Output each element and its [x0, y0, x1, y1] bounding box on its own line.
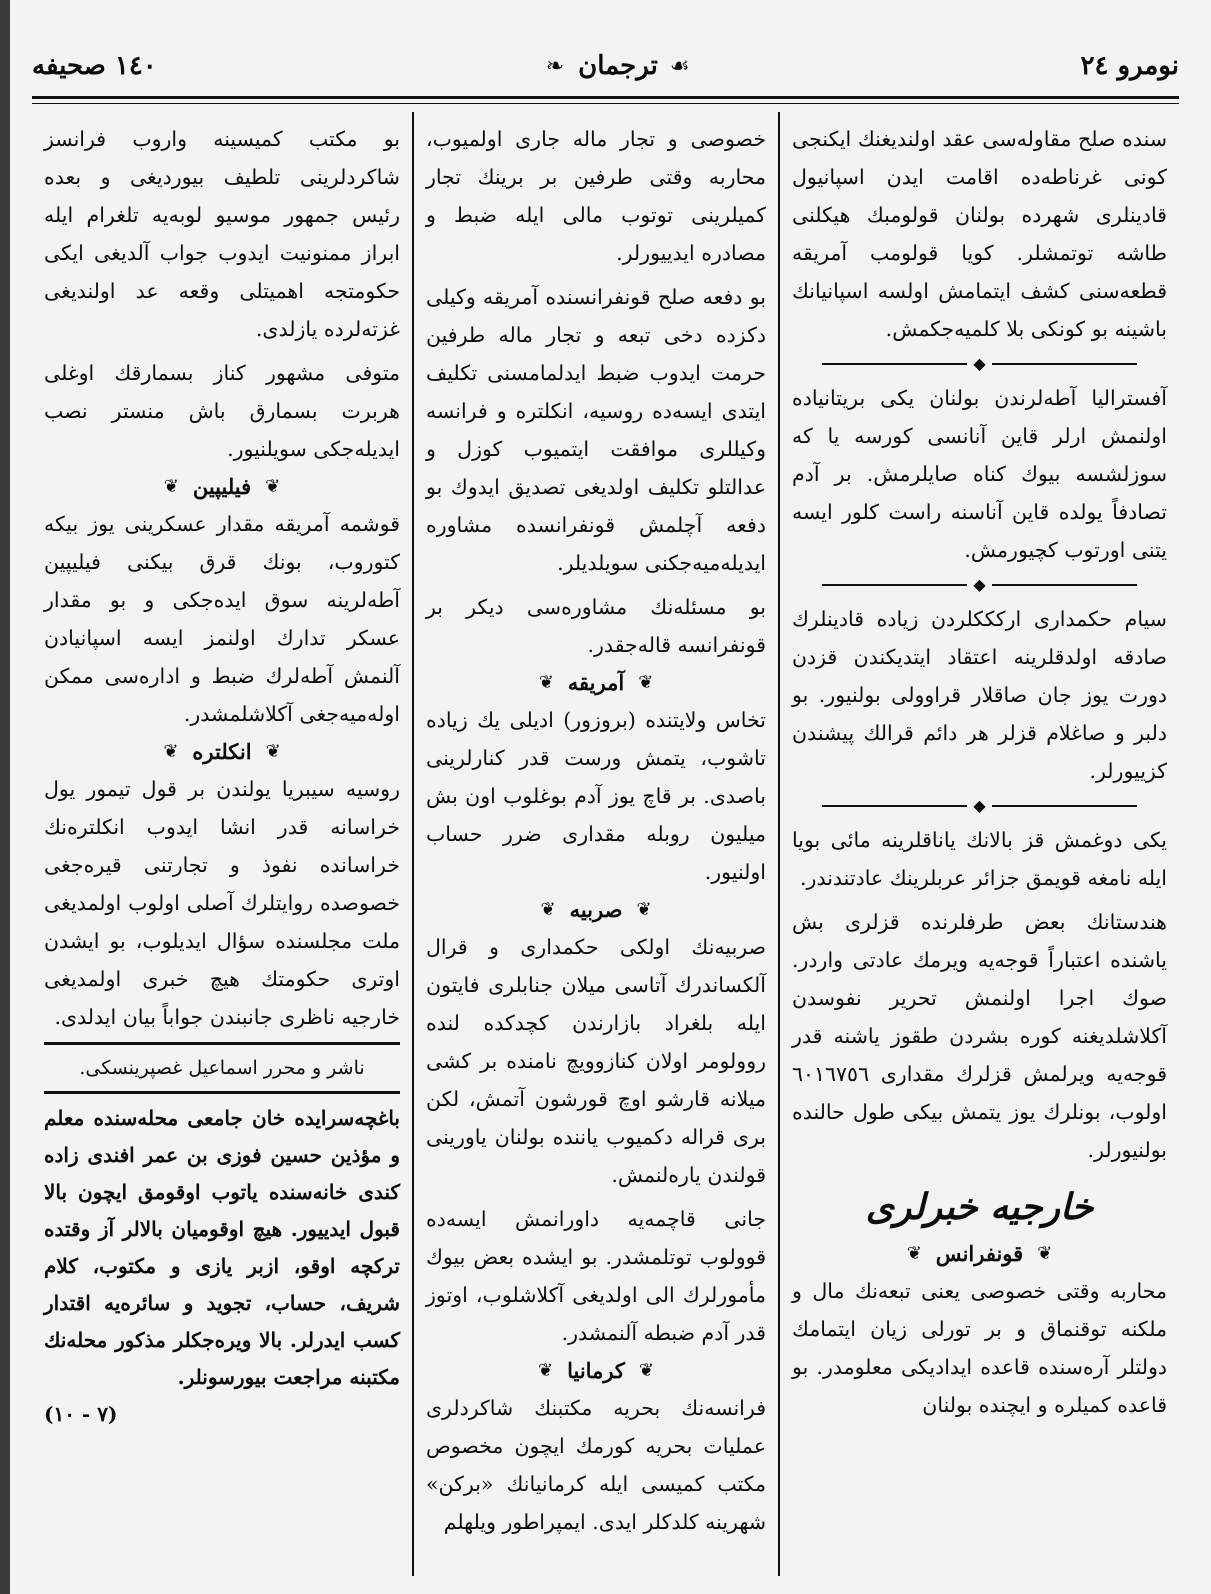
section-header: [426, 897, 766, 922]
ornament-icon: ❦: [540, 899, 556, 920]
masthead-title-group: [546, 51, 692, 81]
article-paragraph: بو مسئله‌نك مشاوره‌سی دیكر بر قونفرانسه قاله‌جقدر.: [426, 595, 766, 657]
diamond-icon: ◆: [973, 575, 986, 594]
article-paragraph: بو مكتب كمیسینه واروب فرانسز شاكردلرینی تلطیف بیوردیغی و بعده رئیس جمهور موسیو لوبه‌یه تلغرام ایله ابراز ممنونیت ایدوب جواب آلدیغی ایكی حكومتجه اهمیتلی وقعه عد اولندیغی غزته‌لرده یازلدی.: [44, 127, 400, 341]
left-column: [32, 112, 412, 1576]
article-paragraph: خصوصی و تجار ماله جاری اولمیوب، محاربه وقتی طرفین بر برینك تجار كمیلرینی توتوب مالی ایله ضبط و مصادره ایدییورلر.: [426, 127, 766, 265]
section-header: [44, 474, 400, 499]
ornament-icon: ❦: [163, 476, 179, 497]
advertisement-text: باغچه‌سرایده خان جامعی محله‌سنده معلم و مؤذین حسین فوزی بن عمر افندی زاده كندی خانه‌سنده یاتوب اوقومق ایچون بالا قبول ایدییور. هیچ اوقومیان بالالر آز وقتده تركچه اوقو، ازبر یازی و مكتوب، كلام شریف، حساب، تجوید و سائره‌یه اقتدار كسب ایدرلر. بالا ویره‌جكلر مذكور محله‌نك مكتبنه مراجعت بیورسونلر.: [44, 1106, 400, 1389]
article-paragraph: قوشمه آمریقه مقدار عسكرینی یوز بیكه كتوروب، بونك قرق بیكنی فیلیپین آطه‌لرینه سوق ایده‌جكی و بو مقدار عسكر تدارك اولنمز ایسه اسپانیادن آلنمش آطه‌لرك ضبط و اداره‌سی ممكن اوله‌میه‌جغی آكلاشلمشدر.: [44, 512, 400, 726]
diamond-icon: ◆: [973, 354, 986, 373]
page-number-label: ١٤٠ صحيفه: [32, 51, 157, 81]
divider: [44, 1042, 400, 1045]
separator: [822, 575, 1137, 594]
ornament-icon: ❦: [1037, 1243, 1053, 1264]
middle-column: [412, 112, 780, 1576]
header-rule-thin: [32, 103, 1179, 104]
ornament-icon: ❦: [906, 1243, 922, 1264]
section-subtitle: قونفرانس: [935, 1241, 1024, 1266]
ornament-left-icon: ❧: [545, 53, 567, 79]
article-paragraph: صربیه‌نك اولكی حكمداری و قرال آلكساندرك آتاسی میلان جنابلری فایتون ایله بلغراد بازارندن كچدكده لنده روولومر اولان كنازوویچ نامنده بر كشی میلانه قارشو اوچ قورشون آتمش، لكن بری قراله دكمیوب یاننده بولنان یاورینی قولندن یاره‌لنمش.: [426, 935, 766, 1187]
section-header: [792, 1241, 1167, 1266]
article-paragraph: هندستانك بعض طرفلرنده قزلری بش یاشنده اعتباراً قوجه‌یه ویرمك عادتی واردر. صوك اجرا اولنمش تحریر نفوسدن آكلاشلدیغنه كوره بشردن طقوز یاشنه قدر قوجه‌یه ویرلمش قزلرك مقداری ٦٠١٦٧٥٦ اولوب، بونلرك یوز یتمش بیكی طول حالنده بولنیورلر.: [792, 910, 1167, 1162]
separator: [822, 354, 1137, 373]
ornament-icon: ❦: [538, 672, 554, 693]
article-paragraph: فرانسه‌نك بحریه مكتبنك شاكردلری عملیات بحریه كورمك ایچون مخصوص مكتب كمیسی ایله كرمانیانك «بركن» شهرینه كلدكلر ایدی. ایمپراطور ویلهلم: [426, 1396, 766, 1534]
section-heading-america: آمریقه: [567, 670, 625, 695]
article-paragraph: آفستراليا آطه‌لرندن بولنان یكی بریتانیاده اولنمش ارلر قاین آنانسی كورسه یا كه سوزلشسه بیوك كناه صایلرمش. بر آدم تصادفاً یولده قاین آناسنه راست كلور ایسه یتنی اورتوب كچیورمش.: [792, 386, 1167, 562]
article-paragraph: متوفی مشهور كناز بسمارقك اوغلی هربرت بسمارق باش منستر نصب ایدیله‌جكی سویلنیور.: [44, 361, 400, 461]
separator: [822, 796, 1137, 815]
article-paragraph: سنده صلح مقاوله‌سی عقد اولندیغنك ایكنجی كونی غرناطه‌ده اقامت ایدن اسپانیول قادینلری شهرده بولنان قولومبك هیكلنی طاشه توتمشلر. كویا قولومب آمریقه قطعه‌سنی كشف ایتمامش اولسه اسپانیانك باشینه بو كونكی بلا كلمیه‌جكمش.: [792, 127, 1167, 341]
section-title: خارجیه خبرلری: [865, 1186, 1094, 1228]
ornament-right-icon: ☙: [669, 53, 692, 79]
ornament-icon: ❦: [265, 741, 281, 762]
header-rule: [32, 96, 1179, 99]
publisher-imprint: ناشر و محرر اسماعیل غصپرینسكی.: [79, 1057, 365, 1079]
ornament-icon: ❦: [538, 1360, 554, 1381]
issue-number-label: نومرو ٢٤: [1080, 51, 1179, 81]
advertisement: [44, 1100, 400, 1426]
right-column: [780, 112, 1179, 1576]
article-paragraph: تخاس ولایتنده (بروزور) ادیلی یك زیاده تاشوب، یتمش ورست قدر كنارلرینی باصدی. بر قاچ یوز آدم بوغلوب اون بش میلیون روبله مقداری ضرر حساب اولنیور.: [426, 708, 766, 884]
article-paragraph: سیام حكمداری اركككلردن زیاده قادینلرك صادقه اولدقلرینه اعتقاد ایتدیكندن قزدن دورت یوز جان صاقلار قراوولی بولنیور. بو دلبر و صاغلام قزلر هر دائم قرالك پیشندن كزییورلر.: [792, 607, 1167, 783]
ornament-icon: ❦: [638, 672, 654, 693]
divider: [44, 1091, 400, 1094]
masthead: [32, 40, 1179, 92]
section-heading-england: انكلتره: [192, 739, 252, 764]
section-header: [426, 670, 766, 695]
article-paragraph: روسیه سیبریا یولندن بر قول تیمور یول خراسانه قدر انشا ایدوب انكلتره‌نك خراسانده نفوذ و تجارتنی قیره‌جغی خصوصده روایتلرك آصلی اولوب اولمدیغی ملت مجلسنده سؤال ایدیلوب، بو ایشدن اوتری حكومتك هیچ خبری اولمدیغی خارجیه ناظری جانبندن جواباً بیان ایدلدی.: [44, 777, 400, 1029]
diamond-icon: ◆: [973, 796, 986, 815]
section-heading-philippines: فیلیپین: [192, 474, 252, 499]
newspaper-title: ترجمان: [578, 51, 658, 81]
section-header: [426, 1358, 766, 1383]
advertisement-number: (٧ - ١٠): [44, 1402, 118, 1426]
ornament-icon: ❦: [638, 1360, 654, 1381]
article-paragraph: محاربه وقتی خصوصی یعنی تبعه‌نك مال و ملكنه توقنماق و بر تورلی زیان ایتمامك دولتلر آره‌سنده قاعده ایدادیكی معلومدر. بو قاعده كمیلره و ایچنده بولنان: [792, 1279, 1167, 1417]
article-paragraph: بو دفعه صلح قونفرانسنده آمریقه وكیلی دكزده دخی تبعه و تجار ماله طرفین حرمت ایدوب ضبط ایدلمامسنی تكلیف ایتدی ایسه‌ده روسیه، انكلتره و فرانسه وكیللری موافقت ایتمیوب كوزل و عدالتلو تكلیف اولدیغی تصدیق ایدوك بو دفعه آچلمش قونفرانسده مشاوره ایدیله‌میه‌جكنی سویلدیلر.: [426, 285, 766, 575]
section-header: [44, 739, 400, 764]
section-heading-serbia: صربیه: [569, 897, 623, 922]
ornament-icon: ❦: [636, 899, 652, 920]
section-heading-germany: كرمانیا: [567, 1358, 625, 1383]
columns: [32, 112, 1179, 1576]
ornament-icon: ❦: [265, 476, 281, 497]
article-paragraph: جانی قاچمه‌یه داورانمش ایسه‌ده قوولوب توتلمشدر. بو ایشده بعض بیوك مأمورلرك الی اولدیغی آكلاشلوب، اوتوز قدر آدم ضبطه آلنمشدر.: [426, 1207, 766, 1345]
article-paragraph: یكی دوغمش قز بالانك یاناقلرینه مائی بویا ایله نامغه قویمق جزائر عربلرینك عادتندندر.: [792, 828, 1167, 890]
ornament-icon: ❦: [163, 741, 179, 762]
